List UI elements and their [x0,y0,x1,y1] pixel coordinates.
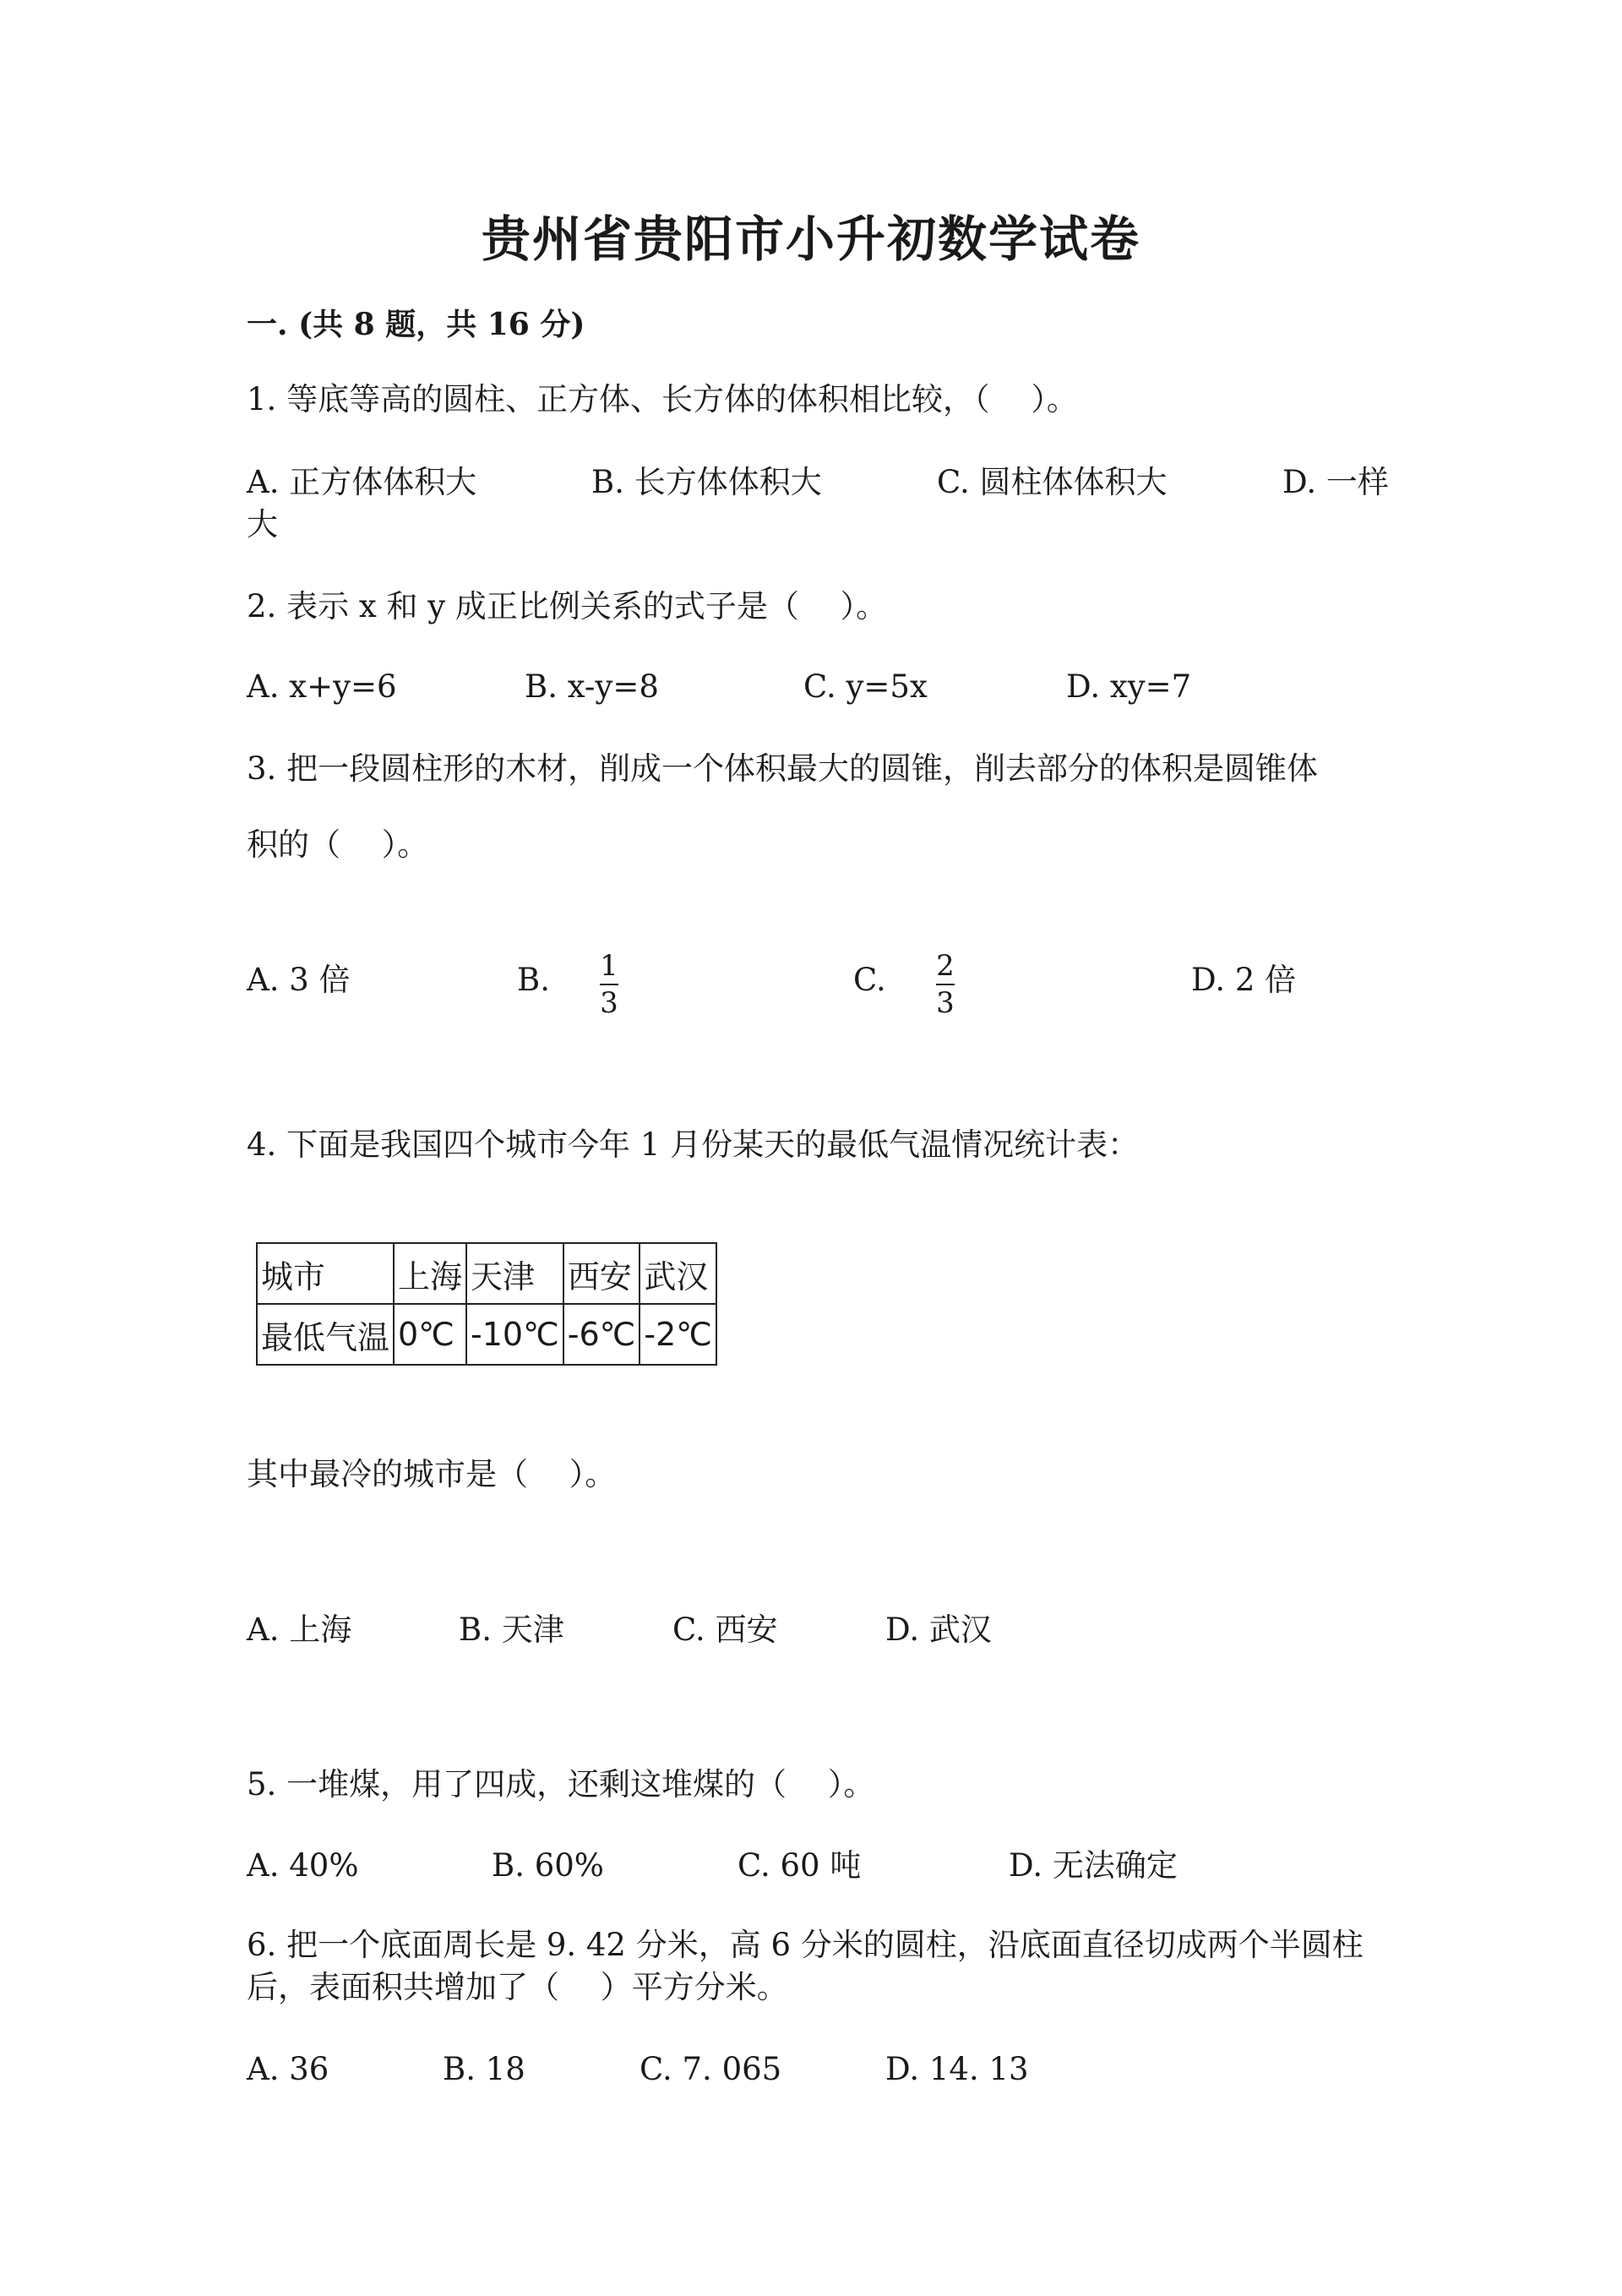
fraction-numerator: 1 [600,949,618,983]
table-cell: -6℃ [563,1304,640,1365]
fraction-denominator: 3 [936,986,955,1020]
table-row [257,1304,716,1365]
table-cell: 最低气温 [257,1304,394,1365]
question-4-stem: 4. 下面是我国四个城市今年 1 月份某天的最低气温情况统计表： [247,1126,1140,1163]
q6-option-d: D. 14. 13 [885,2051,1029,2087]
question-2-stem: 2. 表示 x 和 y 成正比例关系的式子是（ ）。 [247,588,888,624]
q6-option-b: B. 18 [443,2051,525,2087]
q5-option-c: C. 60 吨 [738,1847,862,1884]
q5-option-b: B. 60% [492,1847,604,1884]
q3-option-b-fraction [600,950,618,1019]
question-3-stem-line1: 3. 把一段圆柱形的木材，削成一个体积最大的圆锥，削去部分的体积是圆锥体 [247,750,1319,787]
table-cell: 城市 [257,1243,394,1304]
q3-option-a: A. 3 倍 [247,962,351,998]
q1-option-a: A. 正方体体积大 [247,464,477,500]
question-4-follow: 其中最冷的城市是（ ）。 [247,1456,617,1492]
q1-option-b: B. 长方体体积大 [591,464,822,500]
q3-option-d: D. 2 倍 [1191,962,1297,998]
q1-option-d-wrap: 大 [247,506,278,543]
table-row [257,1243,716,1304]
q3-option-c-label: C. [853,962,886,998]
q6-option-a: A. 36 [247,2051,329,2087]
q6-option-c: C. 7. 065 [640,2051,782,2087]
question-6-stem-line1: 6. 把一个底面周长是 9. 42 分米，高 6 分米的圆柱，沿底面直径切成两个半圆柱 [247,1927,1363,1963]
q4-option-c: C. 西安 [672,1612,778,1648]
q4-option-d: D. 武汉 [885,1612,992,1648]
temperature-table [256,1242,717,1366]
q1-option-d: D. 一样 [1282,464,1389,500]
fraction-bar [600,984,618,985]
fraction-numerator: 2 [936,949,955,983]
question-1-stem: 1. 等底等高的圆柱、正方体、长方体的体积相比较，（ ）。 [247,381,1078,417]
table-cell: -2℃ [640,1304,716,1365]
q4-option-a: A. 上海 [247,1612,352,1648]
exam-title: 贵州省贵阳市小升初数学试卷 [481,210,1140,268]
q3-option-b-label: B. [517,962,550,998]
q1-option-c: C. 圆柱体体积大 [937,464,1168,500]
q2-option-c: C. y=5x [803,668,928,705]
fraction-denominator: 3 [600,986,618,1020]
q2-option-a: A. x+y=6 [247,668,397,705]
q5-option-d: D. 无法确定 [1009,1847,1178,1884]
question-5-stem: 5. 一堆煤，用了四成，还剩这堆煤的（ ）。 [247,1766,875,1802]
table-cell: 西安 [563,1243,640,1304]
table-cell: 武汉 [640,1243,716,1304]
section-heading: 一. (共 8 题，共 16 分) [247,307,585,342]
q2-option-b: B. x-y=8 [525,668,659,705]
table-cell: 0℃ [394,1304,466,1365]
question-3-stem-line2: 积的（ ）。 [247,826,429,863]
table-cell: 天津 [466,1243,563,1304]
fraction-bar [936,984,955,985]
table-cell: -10℃ [466,1304,563,1365]
q4-option-b: B. 天津 [459,1612,564,1648]
q3-option-c-fraction [936,950,955,1019]
question-6-stem-line2: 后，表面积共增加了（ ）平方分米。 [247,1969,788,2005]
table-cell: 上海 [394,1243,466,1304]
q5-option-a: A. 40% [247,1847,359,1884]
q2-option-d: D. xy=7 [1066,668,1192,705]
